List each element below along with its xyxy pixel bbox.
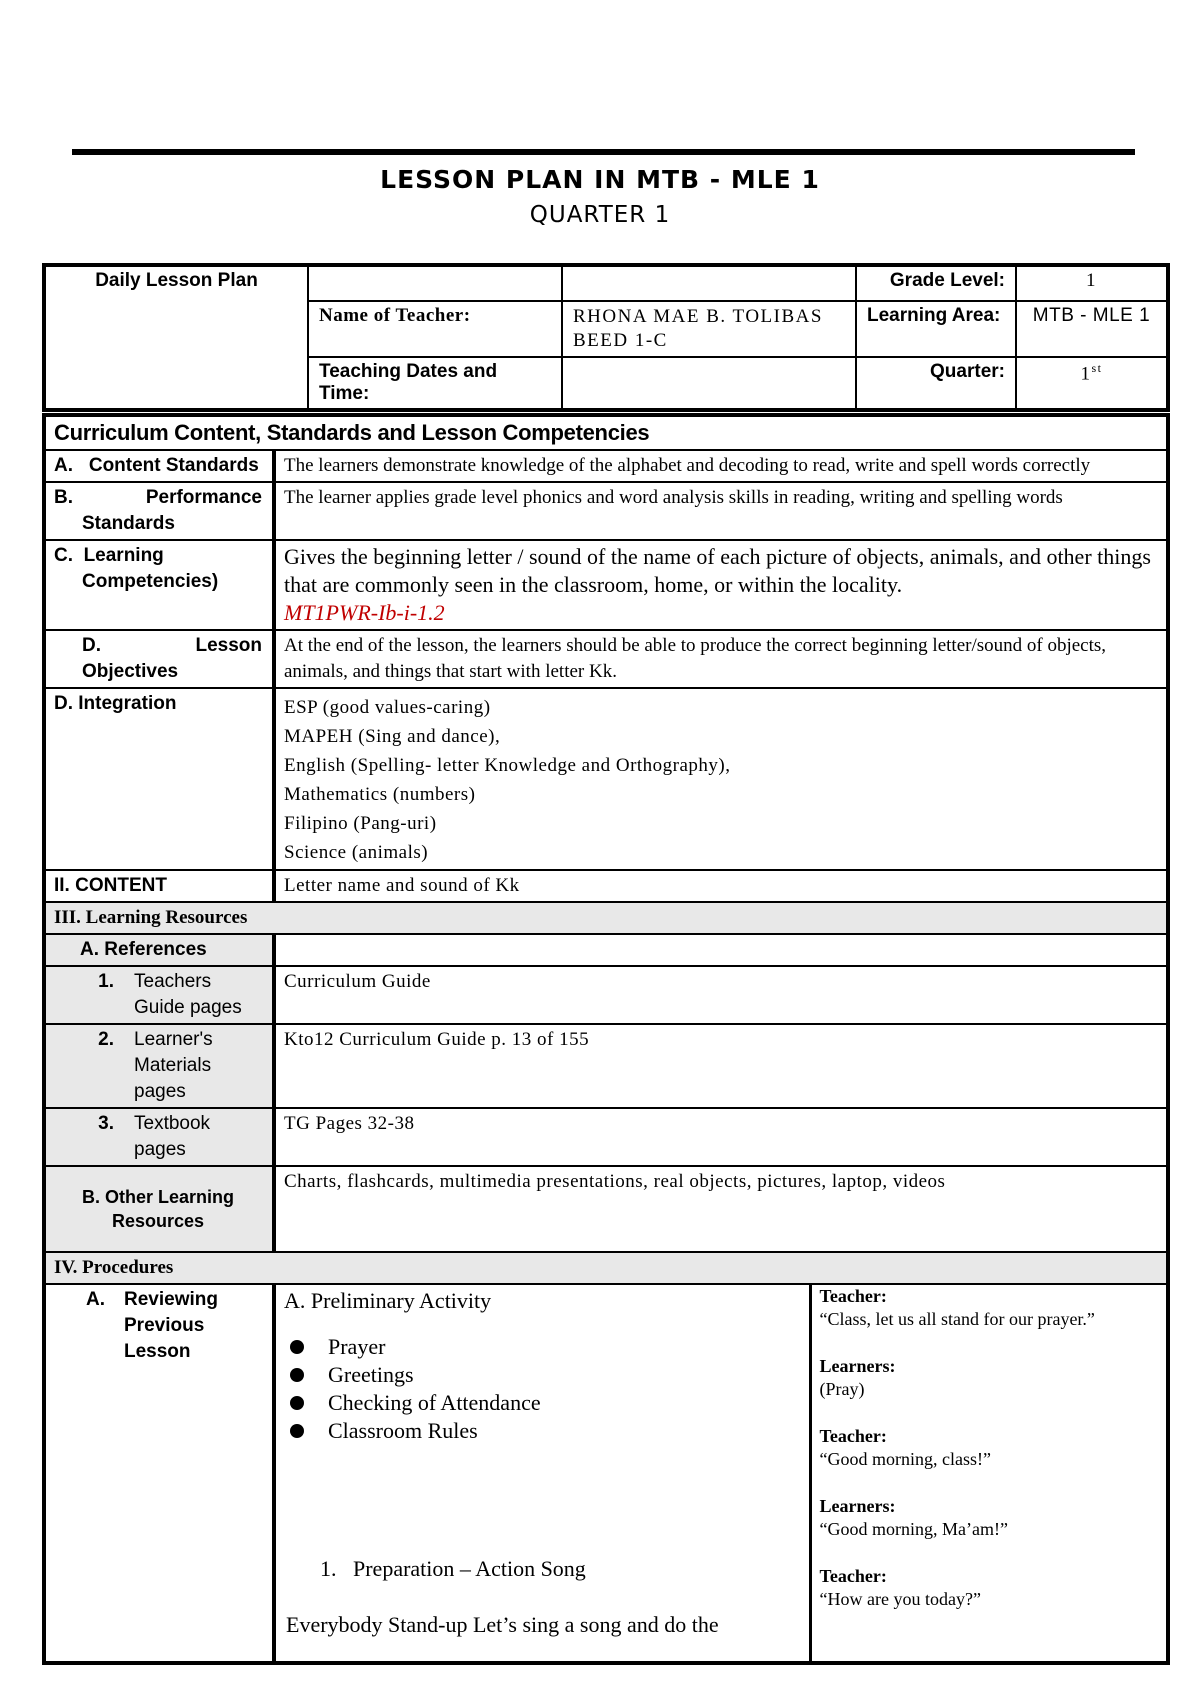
teachers-guide-text: Curriculum Guide [274, 966, 1168, 1024]
list-item: Mathematics (numbers) [284, 784, 476, 805]
empty-cell [562, 265, 856, 301]
references-value [274, 934, 1168, 966]
daily-lesson-plan-label: Daily Lesson Plan [44, 265, 308, 410]
content-standards-label: A. Content Standards [44, 450, 274, 482]
song-intro-text: Everybody Stand-up Let’s sing a song and do the [286, 1612, 719, 1637]
grade-level-value: 1 [1016, 265, 1168, 301]
dialogue-entry: Teacher: “How are you today?” [819, 1566, 981, 1609]
textbook-text: TG Pages 32-38 [274, 1108, 1168, 1166]
list-item: Classroom Rules [284, 1417, 799, 1445]
list-item: MAPEH (Sing and dance), [284, 726, 501, 747]
grade-level-label: Grade Level: [856, 265, 1016, 301]
other-resources-label: B. Other Learning Resources [44, 1166, 274, 1252]
list-item: Greetings [284, 1361, 799, 1389]
list-item: Checking of Attendance [284, 1389, 799, 1417]
learners-materials-text: Kto12 Curriculum Guide p. 13 of 155 [274, 1024, 1168, 1108]
teaching-dates-label: Teaching Dates and Time: [308, 357, 562, 410]
teacher-value [562, 301, 856, 357]
top-divider [72, 149, 1135, 155]
empty-cell [308, 265, 562, 301]
bullet-icon [290, 1396, 304, 1410]
textbook-label: 3. Textbook pages [44, 1108, 274, 1166]
procedures-activity-cell [274, 1284, 810, 1663]
list-item: Science (animals) [284, 842, 429, 863]
document-subtitle: QUARTER 1 [529, 202, 671, 228]
dialogue-entry: Learners: “Good morning, Ma’am!” [819, 1496, 1008, 1539]
dialogue-entry: Teacher: “Class, let us all stand for our prayer.” [819, 1286, 1095, 1329]
lesson-objectives-label: D. Lesson Objectives [44, 630, 274, 688]
list-item: Filipino (Pang-uri) [284, 813, 437, 834]
other-resources-text: Charts, flashcards, multimedia presentations, real objects, pictures, laptop, videos [274, 1166, 1168, 1252]
list-item: ESP (good values-caring) [284, 697, 491, 718]
learners-materials-label: 2. Learner's Materials pages [44, 1024, 274, 1108]
preliminary-title: A. Preliminary Activity [284, 1288, 492, 1313]
list-item: English (Spelling- letter Knowledge and Orthography), [284, 755, 731, 776]
learning-area-value: MTB - MLE 1 [1016, 301, 1168, 357]
header-table [42, 263, 1170, 412]
content-label: II. CONTENT [44, 870, 274, 902]
bullet-icon [290, 1368, 304, 1382]
lesson-plan-table [42, 413, 1170, 1665]
learning-resources-heading: III. Learning Resources [44, 902, 1168, 934]
dialogue-entry: Teacher: “Good morning, class!” [819, 1426, 991, 1469]
document-title: LESSON PLAN IN MTB - MLE 1 [380, 165, 820, 194]
performance-standards-label: B. Performance Standards [44, 482, 274, 540]
learning-competencies-text: Gives the beginning letter / sound of the name of each picture of objects, animals, and other things that are commonly seen in the classroom, home, or within the locality. [284, 544, 1151, 597]
dialogue-cell [810, 1284, 1168, 1663]
preparation-step: 1. Preparation – Action Song [320, 1556, 586, 1581]
teaching-dates-value [562, 357, 856, 410]
integration-list [274, 688, 1168, 870]
teacher-section: BEED 1-C [573, 330, 668, 351]
performance-standards-text: The learner applies grade level phonics and word analysis skills in reading, writing and spelling words [274, 482, 1168, 540]
teachers-guide-label: 1. Teachers Guide pages [44, 966, 274, 1024]
learning-competencies-label: C. Learning Competencies) [44, 540, 274, 630]
reviewing-lesson-label: A. Reviewing Previous Lesson [44, 1284, 274, 1663]
references-label: A. References [44, 934, 274, 966]
lesson-objectives-text: At the end of the lesson, the learners should be able to produce the correct beginning letter/sound of objects, animals, and things that start with letter Kk. [274, 630, 1168, 688]
procedures-heading: IV. Procedures [44, 1252, 1168, 1284]
list-item: Prayer [284, 1333, 799, 1361]
content-standards-text: The learners demonstrate knowledge of the alphabet and decoding to read, write and spell words correctly [274, 450, 1168, 482]
quarter-value: 1st [1016, 357, 1168, 410]
bullet-icon [290, 1424, 304, 1438]
integration-label: D. Integration [44, 688, 274, 870]
teacher-name: RHONA MAE B. TOLIBAS [573, 306, 823, 327]
teacher-label: Name of Teacher: [308, 301, 562, 357]
dialogue-entry: Learners: (Pray) [819, 1356, 896, 1399]
content-text: Letter name and sound of Kk [274, 870, 1168, 902]
section-heading: Curriculum Content, Standards and Lesson Competencies [44, 415, 1168, 450]
learning-competencies-cell [274, 540, 1168, 630]
quarter-label: Quarter: [856, 357, 1016, 410]
bullet-icon [290, 1340, 304, 1354]
learning-area-label: Learning Area: [856, 301, 1016, 357]
competency-code: MT1PWR-Ib-i-1.2 [284, 600, 445, 625]
